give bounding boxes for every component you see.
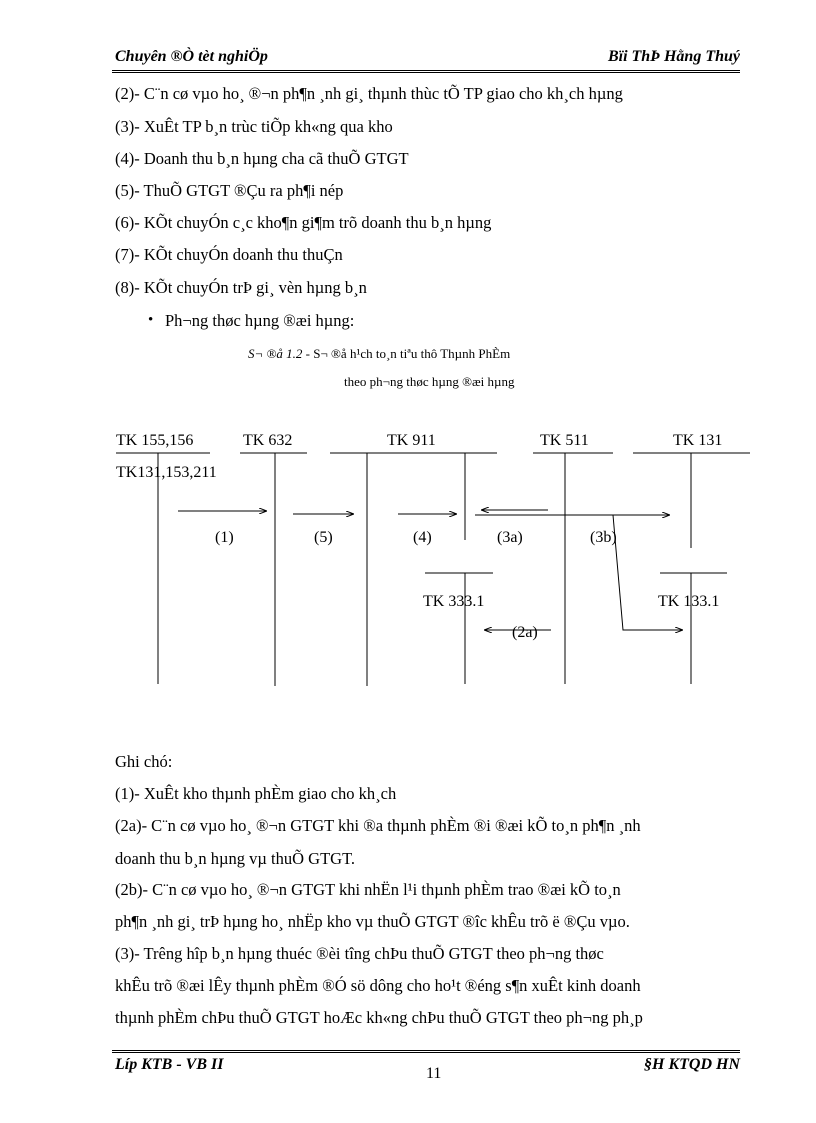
account-tk3331: TK 333.1 (423, 593, 485, 610)
footer-left: Líp KTB - VB II (115, 1056, 224, 1073)
top-line-5: (5)- ThuÕ GTGT ®Çu ra ph¶i nép (115, 181, 344, 200)
header-right: Bïi ThÞ Hằng Thuý (607, 48, 740, 65)
label-4: (4) (413, 529, 432, 546)
top-line-3: (3)- XuÊt TP b¸n trùc tiÕp kh«ng qua kho (115, 117, 393, 136)
note-line-1: (1)- XuÊt kho thµnh phÈm giao cho kh¸ch (115, 784, 397, 803)
note-line-3: doanh thu b¸n hµng vµ thuÕ GTGT. (115, 849, 356, 868)
note-line-8: thµnh phÈm chÞu thuÕ GTGT hoÆc kh«ng chÞu thuÕ GTGT theo ph¬ng ph¸p (115, 1008, 643, 1027)
note-line-7: khÊu trõ ®æi lÊy thµnh phÈm ®Ó sö dông cho ho¹t ®éng s¶n xuÊt kinh doanh (115, 976, 641, 995)
label-3b: (3b) (590, 529, 617, 546)
page-number: 11 (426, 1065, 442, 1082)
footer-right: §H KTQD HN (644, 1056, 740, 1073)
diagram-title-line2: theo ph¬ng thøc hµng ®æi hµng (344, 374, 515, 389)
account-tk1331: TK 133.1 (658, 593, 720, 610)
note-line-5: ph¶n ¸nh gi¸ trÞ hµng ho¸ nhËp kho vµ thuÕ GTGT ®îc khÊu trõ ë ®Çu vµo. (115, 912, 630, 931)
top-line-7: (7)- KÕt chuyÓn doanh thu thuÇn (115, 245, 343, 264)
header-left: Chuyên ®Ò tèt nghiÖp (115, 48, 268, 65)
notes-heading: Ghi chó: (115, 752, 173, 771)
bullet-text: Ph¬ng thøc hµng ®æi hµng: (165, 311, 355, 330)
account-tk131-153-211: TK131,153,211 (116, 464, 217, 481)
diagram-title-prefix: S¬ ®å 1.2 - (248, 346, 314, 361)
top-line-4: (4)- Doanh thu b¸n hµng cha cã thuÕ GTGT (115, 149, 409, 168)
label-1: (1) (215, 529, 234, 546)
diagram-title-rest: S¬ ®å h¹ch to¸n tiªu thô Thµnh PhÈm (313, 346, 511, 361)
footer-rule-2 (112, 1052, 740, 1053)
label-5: (5) (314, 529, 333, 546)
bullet-marker: • (148, 312, 154, 328)
account-tk131: TK 131 (673, 432, 723, 449)
label-3a: (3a) (497, 529, 523, 546)
top-line-2: (2)- C¨n cø vµo ho¸ ®¬n ph¶n ¸nh gi¸ thµnh thùc tÕ TP giao cho kh¸ch hµng (115, 84, 623, 103)
account-tk911: TK 911 (387, 432, 436, 449)
account-tk511: TK 511 (540, 432, 589, 449)
note-line-6: (3)- Trêng hîp b¸n hµng thuéc ®èi tîng chÞu thuÕ GTGT theo ph¬ng thøc (115, 944, 604, 963)
label-2a: (2a) (512, 624, 538, 641)
note-line-2: (2a)- C¨n cø vµo ho¸ ®¬n GTGT khi ®a thµnh phÈm ®i ®æi kÕ to¸n ph¶n ¸nh (115, 816, 641, 835)
footer-rule (112, 1050, 740, 1051)
account-tk632: TK 632 (243, 432, 293, 449)
top-line-6: (6)- KÕt chuyÓn c¸c kho¶n gi¶m trõ doanh thu b¸n hµng (115, 213, 492, 232)
note-line-4: (2b)- C¨n cø vµo ho¸ ®¬n GTGT khi nhËn l¹i thµnh phÈm trao ®æi kÕ to¸n (115, 880, 621, 899)
top-line-8: (8)- KÕt chuyÓn trÞ gi¸ vèn hµng b¸n (115, 278, 367, 297)
account-tk155: TK 155,156 (116, 432, 194, 449)
